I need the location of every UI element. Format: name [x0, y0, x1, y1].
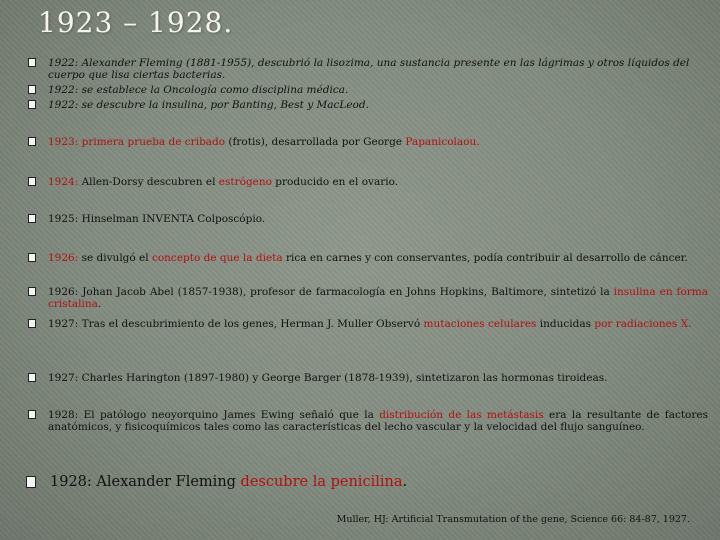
- item-highlight: por radiaciones X.: [594, 318, 692, 330]
- item-text: 1922: se establece la Oncología como disciplina médica.: [48, 84, 349, 96]
- bullet-icon: [26, 476, 36, 488]
- item-text: 1927: Charles Harington (1897-1980) y George Barger (1878-1939), sintetizaron las hormonas tiroideas.: [48, 372, 608, 384]
- bullet-icon: [28, 410, 36, 419]
- bullet-icon: [28, 137, 36, 146]
- item-year: 1923:: [48, 136, 79, 148]
- list-item-muller: 1927: Tras el descubrimiento de los genes, Herman J. Muller Observó mutaciones celulares inducidas por radiaciones X.: [48, 318, 708, 330]
- list-item-oncologia: [48, 84, 708, 96]
- item-year: 1926:: [48, 252, 79, 264]
- item-highlight: Papanicolaou.: [405, 136, 480, 148]
- item-text: 1922: se descubre la insulina, por Banting, Best y MacLeod.: [48, 99, 369, 111]
- item-highlight: descubre la penicilina: [240, 474, 403, 490]
- list-item-dieta: 1926: se divulgó el concepto de que la dieta rica en carnes y con conservantes, podía contribuir al desarrollo de cáncer.: [48, 252, 708, 264]
- list-item-harington: [48, 372, 708, 384]
- list-item-insulina-cristalina: 1926: Johan Jacob Abel (1857-1938), profesor de farmacología en Johns Hopkins, Baltimore, sintetizó la insulina en forma cristalina.: [48, 286, 708, 311]
- list-item-fleming-lisozima: [48, 57, 708, 82]
- list-item-papanicolaou: 1923: primera prueba de cribado (frotis), desarrollada por George Papanicolaou.: [48, 136, 708, 148]
- citation: Muller, HJ: Artificial Transmutation of the gene, Science 66: 84-87, 1927.: [336, 514, 690, 525]
- bullet-icon: [28, 177, 36, 186]
- list-item-estrogeno: 1924: Allen-Dorsy descubren el estrógeno producido en el ovario.: [48, 176, 708, 188]
- bullet-icon: [28, 319, 36, 328]
- list-item-colposcopio: [48, 213, 708, 225]
- bullet-icon: [28, 214, 36, 223]
- bullet-icon: [28, 287, 36, 296]
- item-highlight: concepto de que la dieta: [151, 252, 283, 264]
- bullet-icon: [28, 85, 36, 94]
- bullet-icon: [28, 58, 36, 67]
- item-highlight: estrógeno: [218, 176, 272, 188]
- bullet-icon: [28, 100, 36, 109]
- item-year: 1924:: [48, 176, 79, 188]
- item-highlight: distribución de las metástasis: [379, 409, 544, 421]
- bullet-icon: [28, 253, 36, 262]
- bullet-icon: [28, 373, 36, 382]
- item-text: 1925: Hinselman INVENTA Colposcópio.: [48, 213, 266, 225]
- list-item-penicilina: 1928: Alexander Fleming descubre la penicilina.: [50, 474, 708, 491]
- list-item-ewing: 1928: El patólogo neoyorquino James Ewing señaló que la distribución de las metástasis era la resultante de factores anatómicos, y fisicoquímicos tales como las características del lecho vascular y la velocidad del flujo sanguíneo.: [48, 409, 708, 434]
- list-item-insulina-descubrimiento: [48, 99, 708, 111]
- slide-title: 1923 – 1928.: [38, 6, 234, 39]
- item-highlight: primera prueba de cribado: [81, 136, 226, 148]
- item-highlight: mutaciones celulares: [423, 318, 537, 330]
- item-text: 1922: Alexander Fleming (1881-1955), descubrió la lisozima, una sustancia presente en las lágrimas y otros líquidos del cuerpo que lisa ciertas bacterias.: [48, 57, 690, 82]
- item-highlight: insulina en forma cristalina: [48, 286, 708, 311]
